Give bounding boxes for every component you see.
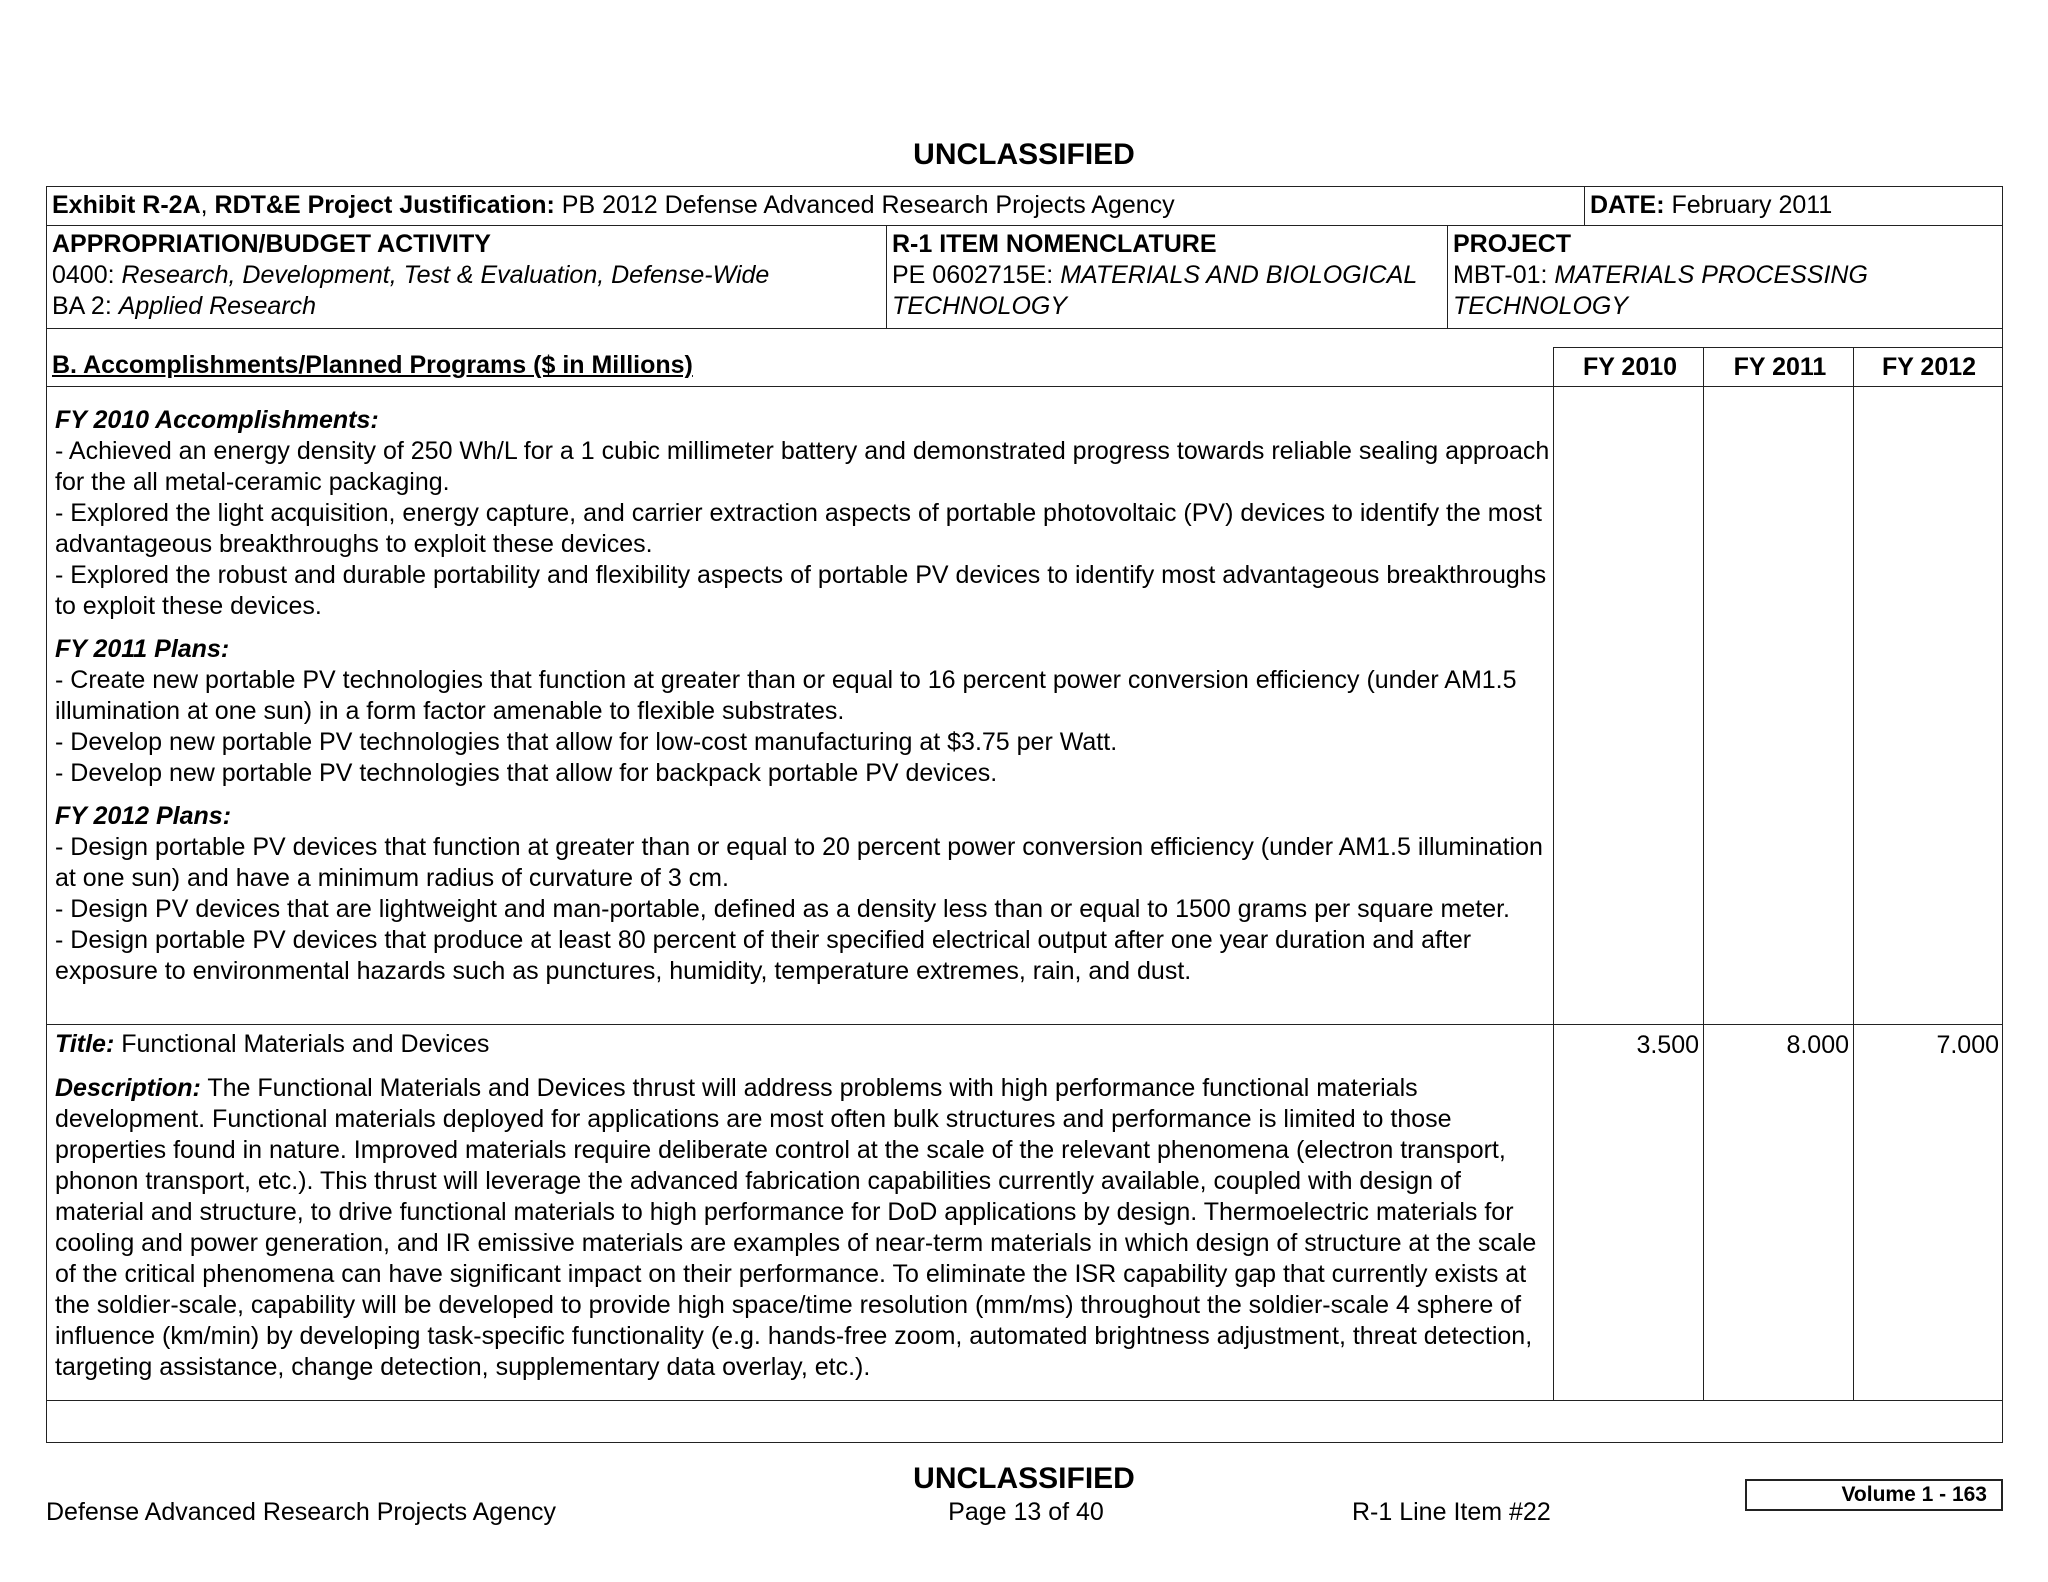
divider	[1853, 347, 1854, 1401]
functional-description	[55, 1073, 1550, 1383]
fy2010-item: - Achieved an energy density of 250 Wh/L for a 1 cubic millimeter battery and demonstrated progress towards reliable sealing approach for the all metal-ceramic packaging.	[55, 437, 1550, 496]
fy2012-item: - Design portable PV devices that function at greater than or equal to 20 percent power conversion efficiency (under AM1.5 illumination at one sun) and have a minimum radius of curvature of 3 cm.	[55, 833, 1543, 892]
r1-item-cell	[892, 229, 1452, 322]
fy2012-item: - Design PV devices that are lightweight and man-portable, defined as a density less than or equal to 1500 grams per square meter.	[55, 895, 1511, 923]
appropriation-code-1: 0400:	[52, 261, 122, 289]
divider	[886, 225, 887, 328]
exhibit-label: Exhibit R-2A	[52, 191, 201, 219]
exhibit-title-cell	[52, 190, 1582, 221]
description-label: Description:	[55, 1074, 201, 1102]
col-header-fy2012: FY 2012	[1881, 353, 1977, 381]
value-fy2010: 3.500	[1636, 1031, 1699, 1059]
divider	[1703, 347, 1704, 1401]
functional-title	[55, 1029, 1550, 1060]
fy2012-heading: FY 2012 Plans:	[55, 802, 232, 830]
title-value: Functional Materials and Devices	[114, 1030, 490, 1058]
divider	[46, 328, 2003, 329]
section-b-title: B. Accomplishments/Planned Programs ($ in Millions)	[52, 351, 693, 379]
project-cell	[1453, 229, 1993, 322]
date-cell	[1590, 190, 1990, 221]
value-fy2011: 8.000	[1786, 1031, 1849, 1059]
footer-agency: Defense Advanced Research Projects Agency	[46, 1498, 557, 1526]
col-header-fy2010: FY 2010	[1582, 353, 1678, 381]
fy2010-heading: FY 2010 Accomplishments:	[55, 406, 379, 434]
project-label: PROJECT	[1453, 230, 1572, 258]
classification-bottom: UNCLASSIFIED	[913, 1462, 1135, 1495]
r1-item-text-1: MATERIALS AND BIOLOGICAL	[1060, 261, 1418, 289]
footer-line-item: R-1 Line Item #22	[1352, 1498, 1551, 1526]
exhibit-value: PB 2012 Defense Advanced Research Projects Agency	[554, 191, 1175, 219]
appropriation-text-1: Research, Development, Test & Evaluation, Defense-Wide	[121, 261, 770, 289]
accomplishments-block	[55, 405, 1550, 987]
classification-top: UNCLASSIFIED	[913, 138, 1135, 171]
r1-item-text-2: TECHNOLOGY	[892, 292, 1068, 320]
fy2011-item: - Develop new portable PV technologies that allow for low-cost manufacturing at $3.75 per Watt.	[55, 728, 1118, 756]
footer-page: Page 13 of 40	[948, 1498, 1104, 1526]
divider	[46, 1400, 2003, 1401]
appropriation-label: APPROPRIATION/BUDGET ACTIVITY	[52, 230, 491, 258]
fy2010-item: - Explored the light acquisition, energy capture, and carrier extraction aspects of portable photovoltaic (PV) devices to identify the most advantageous breakthroughs to exploit these devices.	[55, 499, 1542, 558]
description-text: The Functional Materials and Devices thrust will address problems with high performance functional materials development. Functional materials deployed for applications are most often bulk structures and performance is limited to those properties found in nature. Improved materials require deliberate control at the scale of the relevant phenomena (electron transport, phonon transport, etc.). This thrust will leverage the advanced fabrication capabilities currently available, coupled with design of material and structure, to drive functional materials to high performance for DoD applications by design. Thermoelectric materials for cooling and power generation, and IR emissive materials are examples of near-term materials in which design of structure at the scale of the critical phenomena can have significant impact on their performance. To eliminate the ISR capability gap that currently exists at the soldier-scale, capability will be developed to provide high space/time resolution (mm/ms) throughout the soldier-scale 4 sphere of influence (km/min) by developing task-specific functionality (e.g. hands-free zoom, automated brightness adjustment, threat detection, targeting assistance, change detection, supplementary data overlay, etc.).	[55, 1074, 1537, 1381]
value-fy2012: 7.000	[1936, 1031, 1999, 1059]
exhibit-sep: ,	[200, 191, 215, 219]
col-header-fy2011: FY 2011	[1733, 353, 1827, 381]
divider	[46, 386, 2003, 387]
project-text-2: TECHNOLOGY	[1453, 292, 1629, 320]
project-code: MBT-01:	[1453, 261, 1555, 289]
date-label: DATE:	[1590, 191, 1665, 219]
r1-item-label: R-1 ITEM NOMENCLATURE	[892, 230, 1217, 258]
r1-item-code: PE 0602715E:	[892, 261, 1061, 289]
divider	[46, 1024, 2003, 1025]
appropriation-text-2: Applied Research	[118, 292, 317, 320]
fy2011-item: - Create new portable PV technologies that function at greater than or equal to 16 percent power conversion efficiency (under AM1.5 illumination at one sun) in a form factor amenable to flexible substrates.	[55, 666, 1517, 725]
divider	[1553, 347, 1554, 1401]
fy2012-item: - Design portable PV devices that produce at least 80 percent of their specified electrical output after one year duration and after exposure to environmental hazards such as punctures, humidity, temperature extremes, rain, and dust.	[55, 926, 1472, 985]
footer-volume: Volume 1 - 163	[1745, 1479, 2003, 1511]
title-label: Title:	[55, 1030, 115, 1058]
exhibit-title: RDT&E Project Justification:	[214, 191, 555, 219]
appropriation-cell	[52, 229, 882, 322]
date-value: February 2011	[1664, 191, 1833, 219]
divider	[46, 225, 2003, 226]
divider	[1447, 225, 1448, 328]
divider	[1584, 186, 1585, 226]
fy2011-heading: FY 2011 Plans:	[55, 635, 230, 663]
fy2011-item: - Develop new portable PV technologies that allow for backpack portable PV devices.	[55, 759, 998, 787]
appropriation-code-2: BA 2:	[52, 292, 119, 320]
project-text-1: MATERIALS PROCESSING	[1554, 261, 1868, 289]
fy2010-item: - Explored the robust and durable portability and flexibility aspects of portable PV devices to identify most advantageous breakthroughs to exploit these devices.	[55, 561, 1547, 620]
